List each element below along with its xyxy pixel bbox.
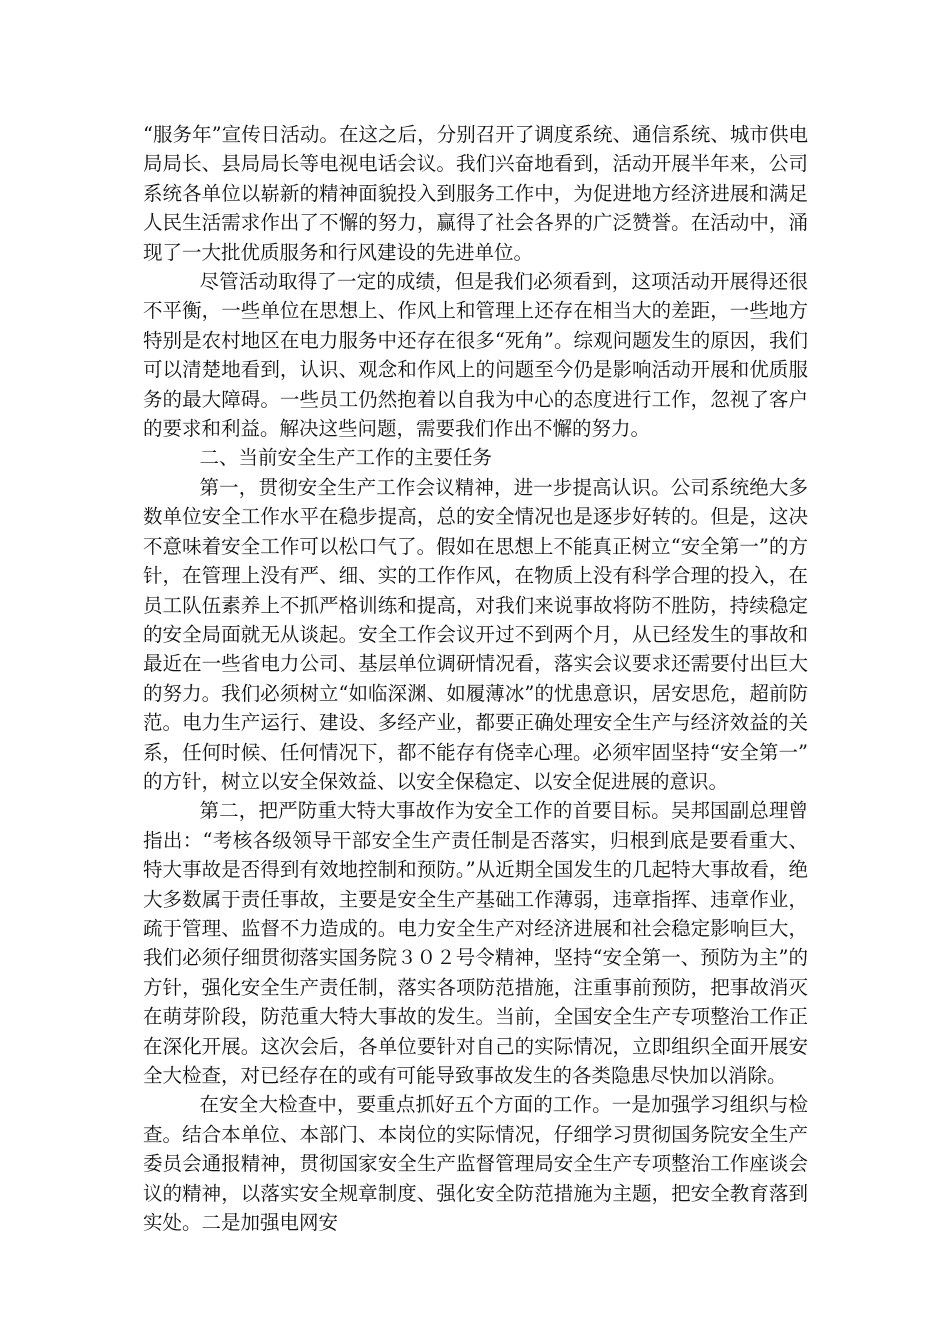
paragraph-shortcomings: 尽管活动取得了一定的成绩，但是我们必须看到，这项活动开展得还很不平衡，一些单位在思想上、作风上和管理上还存在相当大的差距，一些地方特别是农村地区在电力服务中还存在很多“死角”。综观问题发生的原因，我们可以清楚地看到，认识、观念和作风上的问题至今仍是影响活动开展和优质服务的最大障碍。一些员工仍然抱着以自我为中心的态度进行工作，忽视了客户的要求和利益。解决这些问题，需要我们作出不懈的努力。 [143,270,808,441]
paragraph-first-task: 第一，贯彻安全生产工作会议精神，进一步提高认识。公司系统绝大多数单位安全工作水平在稳步提高，总的安全情况也是逐步好转的。但是，这决不意味着安全工作可以松口气了。假如在思想上不能真正树立“安全第一”的方针，在管理上没有严、细、实的工作作风，在物质上没有科学合理的投入，在员工队伍素养上不抓严格训练和提高，对我们来说事故将防不胜防，持续稳定的安全局面就无从谈起。安全工作会议开过不到两个月，从已经发生的事故和最近在一些省电力公司、基层单位调研情况看，落实会议要求还需要付出巨大的努力。我们必须树立“如临深渊、如履薄冰”的忧患意识，居安思危，超前防范。电力生产运行、建设、多经产业，都要正确处理安全生产与经济效益的关系，任何时候、任何情况下，都不能存有侥幸心理。必须牢固坚持“安全第一”的方针，树立以安全保效益、以安全保稳定、以安全促进展的意识。 [143,475,808,793]
paragraph-second-task: 第二，把严防重大特大事故作为安全工作的首要目标。吴邦国副总理曾指出：“考核各级领导干部安全生产责任制是否落实，归根到底是要看重大、特大事故是否得到有效地控制和预防。”从近期全国发生的几起特大事故看，绝大多数属于责任事故，主要是安全生产基础工作薄弱，违章指挥、违章作业，疏于管理、监督不力造成的。电力安全生产对经济进展和社会稳定影响巨大，我们必须仔细贯彻落实国务院３０２号令精神，坚持“安全第一、预防为主”的方针，强化安全生产责任制，落实各项防范措施，注重事前预防，把事故消灭在萌芽阶段，防范重大特大事故的发生。当前，全国安全生产专项整治工作正在深化开展。这次会后，各单位要针对自己的实际情况，立即组织全面开展安全大检查，对已经存在的或有可能导致事故发生的各类隐患尽快加以消除。 [143,799,808,1087]
paragraph-safety-inspection: 在安全大检查中，要重点抓好五个方面的工作。一是加强学习组织与检查。结合本单位、本部门、本岗位的实际情况，仔细学习贯彻国务院安全生产委员会通报精神，贯彻国家安全生产监督管理局安全生产专项整治工作座谈会议的精神，以落实安全规章制度、强化安全防范措施为主题，把安全教育落到实处。二是加强电网安 [143,1093,808,1235]
paragraph-service-year: “服务年”宣传日活动。在这之后，分别召开了调度系统、通信系统、城市供电局局长、县局局长等电视电话会议。我们兴奋地看到，活动开展半年来，公司系统各单位以崭新的精神面貌投入到服务工作中，为促进地方经济进展和满足人民生活需求作出了不懈的努力，赢得了社会各界的广泛赞誉。在活动中，涌现了一大批优质服务和行风建设的先进单位。 [143,123,808,264]
section-heading-safety-tasks: 二、当前安全生产工作的主要任务 [199,446,493,470]
document-body [143,120,808,1237]
